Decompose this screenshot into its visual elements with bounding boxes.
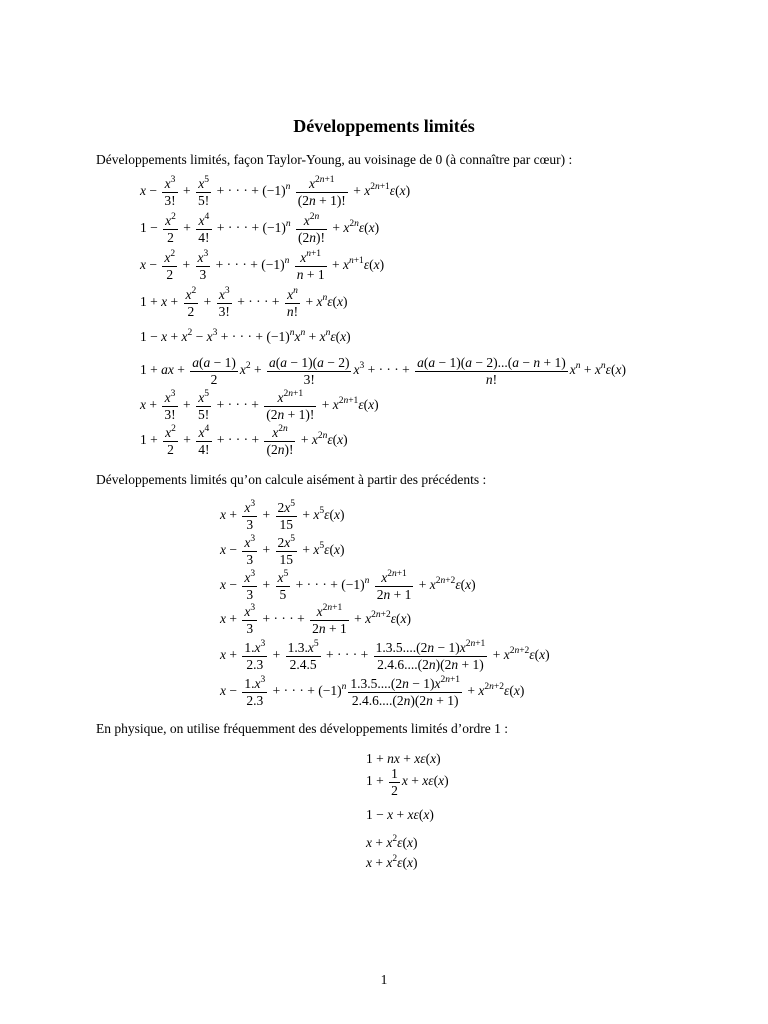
document-page: Développements limités Développements limités, façon Taylor-Young, au voisinage de 0 (à connaître par cœur) : x − $\frac{x^3}{3!}$ + $\frac{x^5}{5!}$ + · · · + $(-1)^n$ $\frac{x^{2n+1}}{(2n + 1)!}$ + $x^{2n+1}\varepsilon(x)$ 1 − $\frac{x^2}{2}$ + $\frac{x^4}{4!}$ + · · · + $(-1)^n$ $\frac{x^{2n}}{(2n)!}$ + $x^{2n}\varepsilon(x)$ x − $\frac{x^2}{2}$ + $\frac{x^3}{3}$ + · · · + $(-1)^n$ $\frac{x^{n+1}}{n + 1}$ + $x^{n+1}\varepsilon(x)$ 1 + x + $\frac{x^2}{2}$ + $\frac{x^3}{3!}$ + · · · + $\frac{x^n}{n!}$ + $x^n\varepsilon(x)$ $1 - x + x^2 - x^3$ + · · · + $(-1)^nx^n + x^n\varepsilon(x)$ 1 + ax + $\frac{a(a - 1)}{2}$ $x^2$ + $\frac{a(a - 1)(a - 2)}{3!}$ $x^3$ + · · · + $\frac{a(a - 1)(a - 2)...(a - n + 1)}{n!}$ $x^n + x^n\varepsilon(x)$ x + $\frac{x^3}{3!}$ + $\frac{x^5}{5!}$ + · · · + $\frac{x^{2n+1}}{(2n + 1)!}$ + $x^{2n+1}\varepsilon(x)$ 1 + $\frac{x^2}{2}$ + $\frac{x^4}{4!}$ + · · · + $\frac{x^{2n}}{(2n)!}$ + $x^{2n}\varepsilon(x)$ Développements limités qu’on calcule aisément à partir des précédents : x + $\frac{x^3}{3}$ + $\frac{2x^5}{15}$ + $x^5\varepsilon(x)$ x − $\frac{x^3}{3}$ + $\frac{2x^5}{15}$ + $x^5\varepsilon(x)$ x − $\frac{x^3}{3}$ + $\frac{x^5}{5}$ + · · · + $(-1)^n$ $\frac{x^{2n+1}}{2n + 1}$ + $x^{2n+2}\varepsilon(x)$ x + $\frac{x^3}{3}$ + · · · + $\frac{x^{2n+1}}{2n + 1}$ + $x^{2n+2}\varepsilon(x)$ x + $\frac{1.x^3}{2.3}$ + $\frac{1.3.x^5}{2.4.5}$ + · · · + $\frac{1.3.5....(2n - 1)x^{2n+1}}{2.4.6....(2n)(2n + 1)}$ + $x^{2n+2}\varepsilon(x)$ x − $\frac{1.x^3}{2.3}$ + · · · + $(-1)^n$ $\frac{1.3.5....(2n - 1)x^{2n+1}}{2.4.6....(2n)(2n + 1)}$ + $x^{2n+2}\varepsilon(x)$ En physique, on utilise fréquemment des développements limités d’ordre 1 : 1 + nx + xε(x) 1 + $\frac{1}{2}$ x + xε(x) 1 − x + xε(x) $x + x^2\varepsilon(x)$ $x + x^2\varepsilon(x)$ 1 bbox=[0, 0, 768, 1024]
page-title: Développements limités bbox=[293, 116, 475, 136]
page-number: 1 bbox=[380, 972, 388, 987]
intro-paragraph-2: Développements limités qu’on calcule aisément à partir des précédents : bbox=[96, 472, 487, 487]
intro-paragraph-1: Développements limités, façon Taylor-Young, au voisinage de 0 (à connaître par cœur) : bbox=[96, 152, 573, 167]
intro-paragraph-3: En physique, on utilise fréquemment des développements limités d’ordre 1 : bbox=[96, 721, 509, 736]
